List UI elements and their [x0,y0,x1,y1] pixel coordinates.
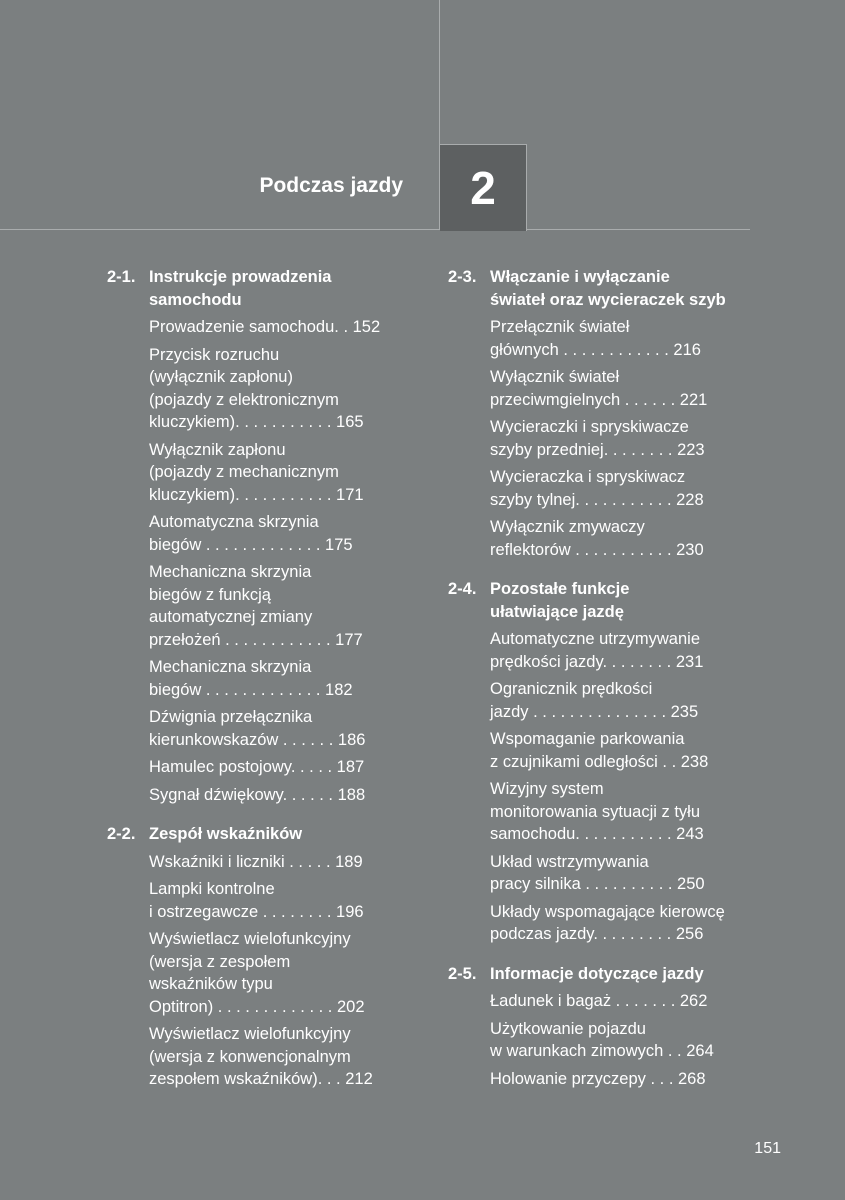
section-title: Pozostałe funkcje ułatwiające jazdę [490,580,630,621]
toc-entry[interactable]: Automatyczna skrzynia biegów . . . . . . . . . . . . . 175 [149,513,353,554]
toc-entry[interactable]: Hamulec postojowy. . . . . 187 [149,758,365,776]
toc-entry[interactable]: Wycieraczka i spryskiwacz szyby tylnej. . . . . . . . . . . 228 [490,468,704,509]
toc-section [107,266,407,806]
section-number: 2-5. [448,964,477,983]
toc-entry[interactable]: Wskaźniki i liczniki . . . . . 189 [149,852,363,871]
section-number: 2-2. [107,825,136,843]
toc-entry[interactable]: Wspomaganie parkowania z czujnikami odległości . . 238 [490,730,709,771]
chapter-number-box [440,144,527,231]
toc-entry[interactable]: Układy wspomagające kierowcę podczas jazdy. . . . . . . . . 256 [490,902,725,943]
toc-entry[interactable]: Użytkowanie pojazdu w warunkach zimowych . . 264 [490,1019,714,1060]
toc-entry[interactable]: Holowanie przyczepy . . . 268 [490,1069,706,1088]
chapter-number: 2 [470,162,496,214]
page-number: 151 [754,1140,781,1157]
toc-section [107,823,407,1091]
toc-entry[interactable]: Przycisk rozruchu (wyłącznik zapłonu) (pojazdy z elektronicznym kluczykiem). . . . . . . . . . . 165 [149,345,364,431]
section-number: 2-3. [448,268,477,286]
toc-section [448,266,748,561]
section-title: Zespół wskaźników [149,825,303,843]
toc-entry[interactable]: Wyłącznik zmywaczy reflektorów . . . . . . . . . . . 230 [490,518,704,559]
toc-entry[interactable]: Układ wstrzymywania pracy silnika . . . . . . . . . . 250 [490,852,705,893]
section-heading [107,823,407,846]
toc-entry[interactable]: Lampki kontrolne i ostrzegawcze . . . . . . . . 196 [149,880,364,921]
toc-entry[interactable]: Dźwignia przełącznika kierunkowskazów . . . . . . 186 [149,708,366,749]
toc-entry[interactable]: Sygnał dźwiękowy. . . . . . 188 [149,785,366,804]
toc-entry[interactable]: Przełącznik świateł głównych . . . . . . . . . . . . 216 [490,318,701,359]
section-heading [448,266,748,311]
section-heading [448,963,748,986]
toc-section [448,578,748,946]
section-number: 2-1. [107,268,136,286]
toc-entry[interactable]: Automatyczne utrzymywanie prędkości jazdy. . . . . . . . 231 [490,630,704,671]
toc-entry[interactable]: Wyłącznik świateł przeciwmgielnych . . . . . . 221 [490,368,708,409]
toc-left-column [107,266,407,1108]
toc-entry[interactable]: Mechaniczna skrzynia biegów . . . . . . . . . . . . . 182 [149,658,353,699]
toc-entry[interactable]: Wyświetlacz wielofunkcyjny (wersja z zespołem wskaźników typu Optitron) . . . . . . . . . . . . . 202 [149,930,365,1016]
section-title: Instrukcje prowadzenia samochodu [149,268,332,309]
toc-entry[interactable]: Wyłącznik zapłonu (pojazdy z mechanicznym kluczykiem). . . . . . . . . . . 171 [149,440,364,504]
section-heading [448,578,748,623]
toc-entry[interactable]: Mechaniczna skrzynia biegów z funkcją automatycznej zmiany przełożeń . . . . . . . . . . . . 177 [149,563,363,649]
toc-entry[interactable]: Ogranicznik prędkości jazdy . . . . . . . . . . . . . . . 235 [490,680,699,721]
section-title: Włączanie i wyłączanie świateł oraz wycieraczek szyb [490,268,726,309]
toc-entry[interactable]: Wycieraczki i spryskiwacze szyby przedniej. . . . . . . . 223 [490,418,705,459]
section-heading [107,266,407,311]
toc-entry[interactable]: Wizyjny system monitorowania sytuacji z tyłu samochodu. . . . . . . . . . . 243 [490,780,704,843]
toc-right-column [448,266,748,1107]
section-number: 2-4. [448,580,477,598]
chapter-title: Podczas jazdy [259,174,403,197]
toc-entry[interactable]: Wyświetlacz wielofunkcyjny (wersja z konwencjonalnym zespołem wskaźników). . . 212 [149,1025,373,1088]
toc-section [448,963,748,1091]
toc-entry[interactable]: Ładunek i bagaż . . . . . . . 262 [490,992,708,1010]
section-title: Informacje dotyczące jazdy [490,964,704,983]
header-divider [0,229,750,230]
toc-entry[interactable]: Prowadzenie samochodu. . 152 [149,318,381,336]
